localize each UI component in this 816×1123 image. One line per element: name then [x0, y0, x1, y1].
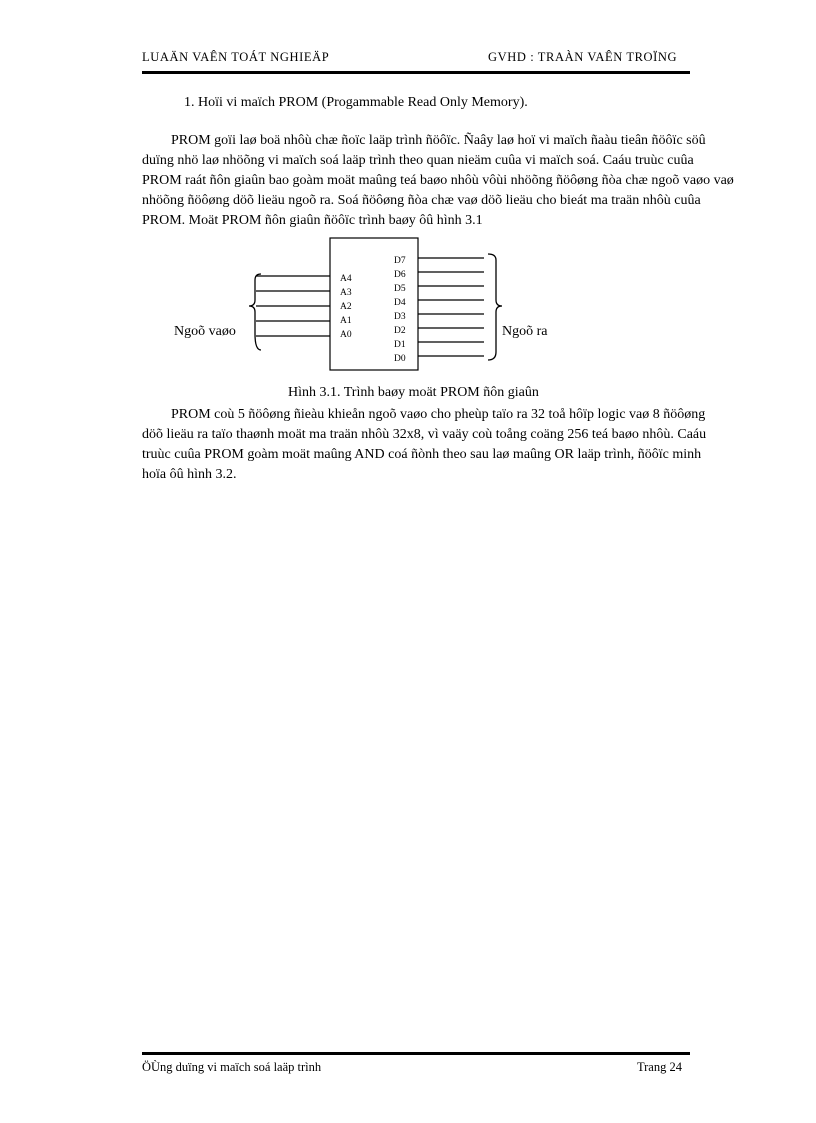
pin-label-d2: D2 — [394, 326, 406, 336]
pin-label-d5: D5 — [394, 284, 406, 294]
output-lines — [418, 258, 484, 356]
pin-label-a4: A4 — [340, 274, 352, 284]
paragraph-line: PROM goïi laø boä nhôù chæ ñoïc laäp trình ñöôïc. Ñaây laø hoï vi maïch ñaàu tieân ñöôïc söû — [171, 133, 706, 148]
pin-label-a1: A1 — [340, 316, 352, 326]
address-pin-labels — [340, 274, 352, 340]
input-lines — [256, 276, 330, 336]
pin-label-d3: D3 — [394, 312, 406, 322]
paragraph-prom-structure — [142, 405, 707, 485]
pin-label-d6: D6 — [394, 270, 406, 280]
paragraph-line: PROM. Moät PROM ñôn giaûn ñöôïc trình baøy ôû hình 3.1 — [142, 213, 483, 228]
pin-label-d7: D7 — [394, 256, 406, 266]
header-rule — [142, 71, 690, 74]
paragraph-line: nhöõng ñöôøng döõ lieäu ngoõ ra. Soá ñöôøng ñòa chæ vaø döõ lieäu cho bieát ma traän nhôù cuûa — [142, 193, 701, 208]
header-supervisor: GVHD : TRAÀN VAÊN TROÏNG — [488, 50, 678, 64]
output-label: Ngoõ ra — [502, 324, 548, 339]
paragraph-line: döõ lieäu ra taïo thaønh moät ma traän nhôù 32x8, vì vaäy coù toång coäng 256 teá baøo nhôù. Caáu — [142, 427, 707, 442]
paragraph-line: duïng nhö laø nhöõng vi maïch soá laäp trình theo quan nieäm cuûa vi maïch soá. Caáu truùc cuûa — [142, 153, 694, 168]
output-brace — [488, 254, 502, 360]
pin-label-a2: A2 — [340, 302, 352, 312]
section-title: 1. Hoïi vi maïch PROM (Progammable Read Only Memory). — [184, 95, 528, 110]
paragraph-prom-intro — [142, 131, 734, 231]
page-number: Trang 24 — [636, 1060, 682, 1074]
footer-rule — [142, 1052, 690, 1055]
footer-title: ÖÙng duïng vi maïch soá laäp trình — [142, 1060, 322, 1074]
paragraph-line: PROM raát ñôn giaûn bao goàm moät maûng teá baøo nhôù vôùi nhöõng ñöôøng ñòa chæ ngoõ vaøo vaø — [142, 173, 734, 188]
input-brace — [249, 274, 261, 350]
pin-label-d1: D1 — [394, 340, 406, 350]
pin-label-d0: D0 — [394, 354, 406, 364]
pin-label-a3: A3 — [340, 288, 352, 298]
pin-label-a0: A0 — [340, 330, 352, 340]
paragraph-line: PROM coù 5 ñöôøng ñieàu khieån ngoõ vaøo cho pheùp taïo ra 32 toå hôïp logic vaø 8 ñöôøng — [171, 407, 706, 422]
pin-label-d4: D4 — [394, 298, 406, 308]
prom-block-diagram — [160, 236, 548, 376]
figure-caption: Hình 3.1. Trình baøy moät PROM ñôn giaûn — [288, 385, 539, 400]
paragraph-line: truùc cuûa PROM goàm moät maûng AND coá ñònh theo sau laø maûng OR laäp trình, ñöôïc minh — [142, 447, 702, 462]
header-thesis-title: LUAÄN VAÊN TOÁT NGHIEÄP — [142, 50, 330, 64]
paragraph-line: hoïa ôû hình 3.2. — [142, 467, 237, 482]
data-pin-labels — [394, 256, 406, 364]
input-label: Ngoõ vaøo — [174, 324, 236, 339]
